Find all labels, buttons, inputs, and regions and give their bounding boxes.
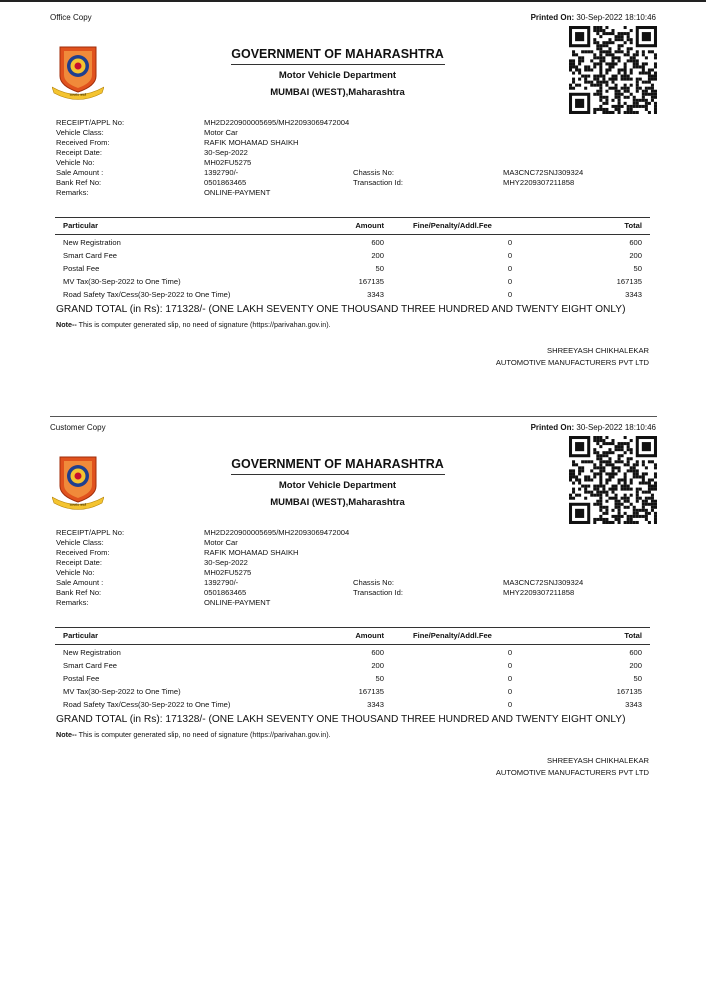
- printed-on: [531, 13, 656, 22]
- row-particular: New Registration: [63, 238, 121, 247]
- row-amount: 50: [375, 264, 384, 273]
- row-amount: 600: [371, 648, 384, 657]
- vehicle-class-value: Motor Car: [204, 128, 238, 137]
- row-total: 50: [633, 264, 642, 273]
- vehicle-no-label: Vehicle No:: [56, 568, 95, 577]
- transaction-id-value: MHY2209307211858: [503, 178, 575, 187]
- remarks-label: Remarks:: [56, 188, 89, 197]
- vehicle-no-value: MH02FU5275: [204, 158, 252, 167]
- row-particular: Postal Fee: [63, 674, 100, 683]
- row-particular: Road Safety Tax/Cess(30-Sep-2022 to One Time): [63, 700, 231, 709]
- note-text: This is computer generated slip, no need of signature (https://parivahan.gov.in).: [76, 320, 331, 329]
- row-fine: 0: [507, 648, 513, 657]
- fee-table-row: [55, 235, 650, 248]
- details-values-column: [204, 528, 349, 608]
- office-copy-receipt: [0, 0, 706, 380]
- row-particular: Smart Card Fee: [63, 661, 118, 670]
- vehicle-class-label: Vehicle Class:: [56, 128, 104, 137]
- fee-table-row: [55, 248, 650, 261]
- receipt-date-value: 30-Sep-2022: [204, 558, 248, 567]
- row-fine: 0: [507, 238, 513, 247]
- row-fine: 0: [507, 290, 513, 299]
- fee-table-body: [55, 235, 650, 300]
- bank-ref-value: 0501863465: [204, 178, 247, 187]
- bank-ref-value: 0501863465: [204, 588, 247, 597]
- remarks-value: ONLINE-PAYMENT: [204, 188, 271, 197]
- printed-on-value: 30-Sep-2022 18:10:46: [576, 13, 656, 22]
- row-fine: 0: [507, 661, 513, 670]
- qr-code: [569, 436, 657, 524]
- remarks-value: ONLINE-PAYMENT: [204, 598, 271, 607]
- row-total: 600: [629, 648, 642, 657]
- note: [56, 730, 331, 739]
- receipt-date-value: 30-Sep-2022: [204, 148, 248, 157]
- row-particular: Postal Fee: [63, 264, 100, 273]
- sale-amount-value: 1392790/-: [204, 168, 239, 177]
- sale-amount-value: 1392790/-: [204, 578, 239, 587]
- department-name: Motor Vehicle Department: [278, 70, 397, 81]
- note: [56, 320, 331, 329]
- chassis-no-label: Chassis No:: [353, 168, 394, 177]
- row-fine: 0: [507, 687, 513, 696]
- col-amount-header: Amount: [355, 221, 384, 230]
- receipt-no-value: MH2D220900005695/MH22093069472004: [204, 118, 350, 127]
- row-total: 200: [629, 661, 642, 670]
- row-fine: 0: [507, 277, 513, 286]
- maharashtra-emblem-logo: [52, 454, 104, 510]
- row-amount: 600: [371, 238, 384, 247]
- customer-copy-receipt: [0, 410, 706, 790]
- title-underline: [231, 64, 445, 65]
- government-title: GOVERNMENT OF MAHARASHTRA: [231, 457, 444, 471]
- chassis-txn-values: [503, 578, 583, 598]
- row-particular: Smart Card Fee: [63, 251, 118, 260]
- signatory-name: SHREEYASH CHIKHALEKAR: [547, 756, 649, 765]
- vehicle-class-value: Motor Car: [204, 538, 238, 547]
- signatory-block: [496, 345, 649, 369]
- row-amount: 3343: [367, 700, 384, 709]
- row-total: 167135: [616, 687, 642, 696]
- receipt-no-value: MH2D220900005695/MH22093069472004: [204, 528, 350, 537]
- receipt-date-label: Receipt Date:: [56, 148, 103, 157]
- printed-on: [531, 423, 656, 432]
- details-labels-column: [56, 118, 124, 198]
- title-underline: [231, 474, 445, 475]
- fee-table-row: [55, 645, 650, 658]
- col-total-header: Total: [624, 631, 642, 640]
- details-values-column: [204, 118, 349, 198]
- details-labels-column: [56, 528, 124, 608]
- office-location: MUMBAI (WEST),Maharashtra: [270, 87, 405, 98]
- government-title: GOVERNMENT OF MAHARASHTRA: [231, 47, 444, 61]
- note-label: Note--: [56, 320, 77, 329]
- fee-table-body: [55, 645, 650, 710]
- receipt-no-label: RECEIPT/APPL No:: [56, 528, 125, 537]
- row-amount: 167135: [358, 687, 384, 696]
- received-from-label: Received From:: [56, 548, 110, 557]
- row-amount: 200: [371, 661, 384, 670]
- fee-table-row: [55, 261, 650, 274]
- col-total-header: Total: [624, 221, 642, 230]
- row-amount: 200: [371, 251, 384, 260]
- signatory-name: SHREEYASH CHIKHALEKAR: [547, 346, 649, 355]
- sale-amount-label: Sale Amount :: [56, 168, 104, 177]
- row-particular: Road Safety Tax/Cess(30-Sep-2022 to One Time): [63, 290, 231, 299]
- col-amount-header: Amount: [355, 631, 384, 640]
- note-text: This is computer generated slip, no need of signature (https://parivahan.gov.in).: [76, 730, 331, 739]
- row-total: 167135: [616, 277, 642, 286]
- chassis-txn-labels: [353, 168, 403, 188]
- col-fine-header: Fine/Penalty/Addl.Fee: [413, 631, 492, 640]
- copy-type-label: Customer Copy: [50, 423, 106, 432]
- fee-table-row: [55, 274, 650, 287]
- note-label: Note--: [56, 730, 77, 739]
- qr-code: [569, 26, 657, 114]
- receipt-date-label: Receipt Date:: [56, 558, 103, 567]
- fee-table-row: [55, 671, 650, 684]
- department-name: Motor Vehicle Department: [278, 480, 397, 491]
- row-amount: 167135: [358, 277, 384, 286]
- svg-text:सत्यमेव जयते: सत्यमेव जयते: [69, 93, 87, 97]
- row-amount: 3343: [367, 290, 384, 299]
- row-fine: 0: [507, 251, 513, 260]
- printed-on-label: Printed On:: [530, 423, 575, 432]
- col-particular-header: Particular: [63, 221, 99, 230]
- svg-text:सत्यमेव जयते: सत्यमेव जयते: [69, 503, 87, 507]
- received-from-value: RAFIK MOHAMAD SHAIKH: [204, 138, 299, 147]
- vehicle-no-value: MH02FU5275: [204, 568, 252, 577]
- row-particular: MV Tax(30-Sep-2022 to One Time): [63, 687, 181, 696]
- row-total: 600: [629, 238, 642, 247]
- row-particular: New Registration: [63, 648, 121, 657]
- chassis-no-label: Chassis No:: [353, 578, 394, 587]
- copy-type-label: Office Copy: [50, 13, 92, 22]
- received-from-label: Received From:: [56, 138, 110, 147]
- fee-table-row: [55, 287, 650, 300]
- chassis-txn-labels: [353, 578, 403, 598]
- printed-on-value: 30-Sep-2022 18:10:46: [576, 423, 656, 432]
- row-total: 3343: [625, 290, 642, 299]
- signatory-company: AUTOMOTIVE MANUFACTURERS PVT LTD: [495, 358, 649, 367]
- chassis-no-value: MA3CNC72SNJ309324: [503, 578, 584, 587]
- transaction-id-label: Transaction Id:: [353, 588, 403, 597]
- col-particular-header: Particular: [63, 631, 99, 640]
- fee-table: [55, 627, 650, 710]
- signatory-company: AUTOMOTIVE MANUFACTURERS PVT LTD: [495, 768, 649, 777]
- col-fine-header: Fine/Penalty/Addl.Fee: [413, 221, 492, 230]
- printed-on-label: Printed On:: [530, 13, 575, 22]
- grand-total: GRAND TOTAL (in Rs): 171328/- (ONE LAKH SEVENTY ONE THOUSAND THREE HUNDRED AND TWENTY EIGHT ONLY): [56, 714, 626, 725]
- transaction-id-label: Transaction Id:: [353, 178, 403, 187]
- received-from-value: RAFIK MOHAMAD SHAIKH: [204, 548, 299, 557]
- row-fine: 0: [507, 674, 513, 683]
- office-location: MUMBAI (WEST),Maharashtra: [270, 497, 405, 508]
- fee-table-header: [55, 627, 650, 645]
- row-fine: 0: [507, 700, 513, 709]
- fee-table-row: [55, 697, 650, 710]
- vehicle-class-label: Vehicle Class:: [56, 538, 104, 547]
- row-fine: 0: [507, 264, 513, 273]
- vehicle-no-label: Vehicle No:: [56, 158, 95, 167]
- chassis-txn-values: [503, 168, 583, 188]
- fee-table: [55, 217, 650, 300]
- bank-ref-label: Bank Ref No:: [56, 588, 102, 597]
- row-total: 3343: [625, 700, 642, 709]
- row-amount: 50: [375, 674, 384, 683]
- row-particular: MV Tax(30-Sep-2022 to One Time): [63, 277, 181, 286]
- fee-table-header: [55, 217, 650, 235]
- row-total: 50: [633, 674, 642, 683]
- bank-ref-label: Bank Ref No:: [56, 178, 102, 187]
- fee-table-row: [55, 684, 650, 697]
- remarks-label: Remarks:: [56, 598, 89, 607]
- receipt-no-label: RECEIPT/APPL No:: [56, 118, 125, 127]
- fee-table-row: [55, 658, 650, 671]
- signatory-block: [496, 755, 649, 779]
- grand-total: GRAND TOTAL (in Rs): 171328/- (ONE LAKH SEVENTY ONE THOUSAND THREE HUNDRED AND TWENTY EIGHT ONLY): [56, 304, 626, 315]
- row-total: 200: [629, 251, 642, 260]
- maharashtra-emblem-logo: [52, 44, 104, 100]
- chassis-no-value: MA3CNC72SNJ309324: [503, 168, 584, 177]
- sale-amount-label: Sale Amount :: [56, 578, 104, 587]
- transaction-id-value: MHY2209307211858: [503, 588, 575, 597]
